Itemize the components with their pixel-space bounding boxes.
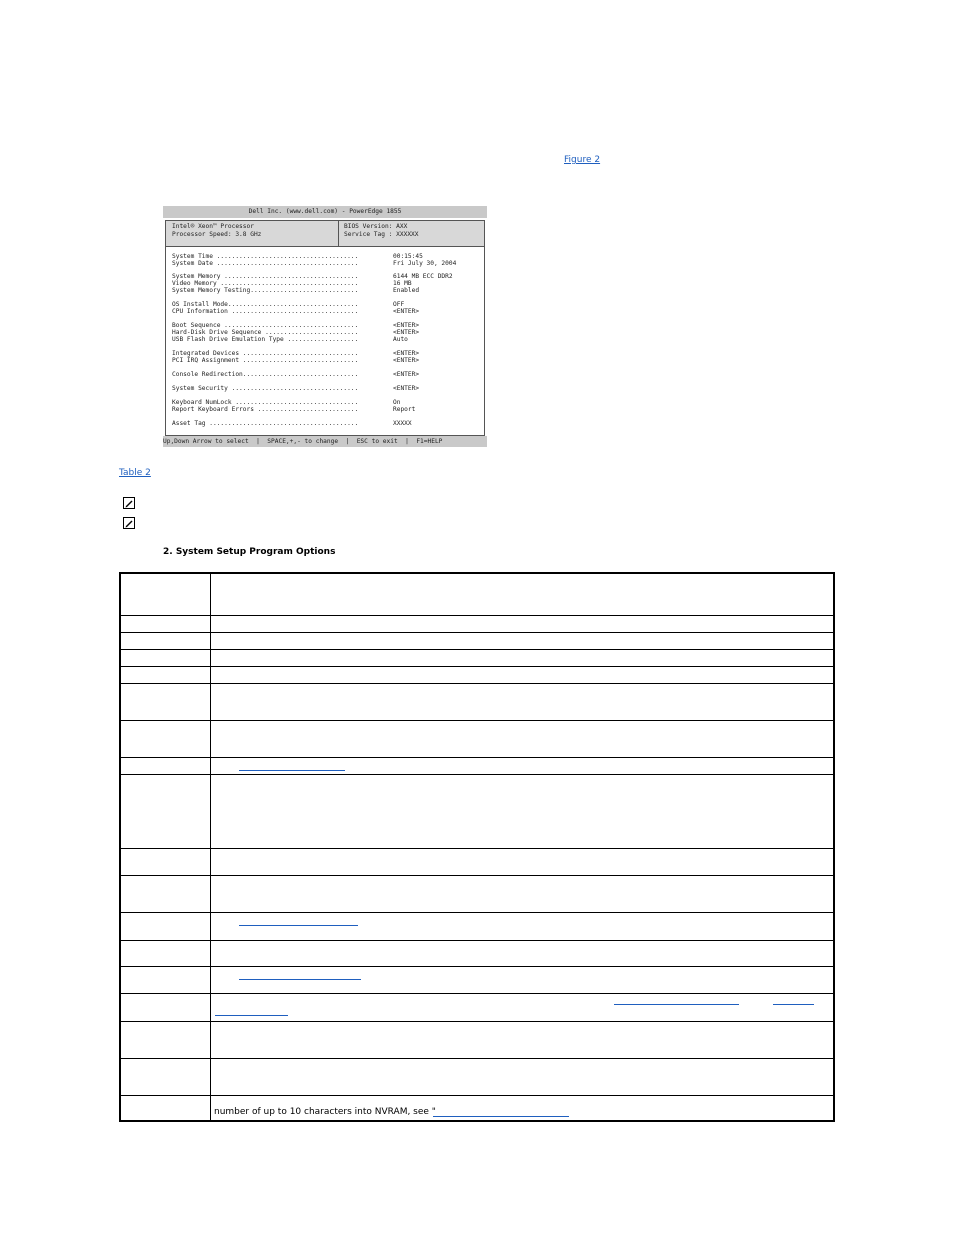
cross-reference-link[interactable] xyxy=(614,1004,739,1005)
table-header-row xyxy=(121,574,833,616)
bios-row-cpu-information: CPU Information .................................. <ENTER> xyxy=(172,308,420,315)
bios-row-keyboard-errors: Report Keyboard Errors ........................... Report xyxy=(172,406,416,413)
bios-row-boot-sequence: Boot Sequence .................................... <ENTER> xyxy=(172,322,420,329)
table-row xyxy=(121,849,833,876)
table-row xyxy=(121,633,833,650)
table-row xyxy=(121,775,833,849)
note-icon xyxy=(123,517,135,529)
bios-processor-info: Intel® Xeon™ Processor Processor Speed: 3.8 GHz xyxy=(172,223,262,238)
table-row xyxy=(121,941,833,967)
table-row xyxy=(121,650,833,667)
bios-setup-screen-figure xyxy=(163,206,487,445)
bios-header: Dell Inc. (www.dell.com) - PowerEdge 1855 xyxy=(163,206,487,218)
bios-row-system-security: System Security .................................. <ENTER> xyxy=(172,385,420,392)
bios-row-usb-emulation: USB Flash Drive Emulation Type ................... Auto xyxy=(172,336,408,343)
asset-tag-description: number of up to 10 characters into NVRAM, see " xyxy=(214,1107,436,1117)
bios-row-os-install-mode: OS Install Mode................................... OFF xyxy=(172,301,405,308)
bios-row-memory-testing: System Memory Testing............................. Enabled xyxy=(172,287,420,294)
bios-version-info: BIOS Version: AXX Service Tag : XXXXXX xyxy=(344,223,419,238)
bios-row-system-memory: System Memory .................................... 6144 MB ECC DDR2 xyxy=(172,273,453,280)
bios-row-system-date: System Date ...................................... Fri July 30, 2004 xyxy=(172,260,457,267)
bios-row-console-redirection: Console Redirection............................... <ENTER> xyxy=(172,371,420,378)
table-row xyxy=(121,616,833,633)
bios-settings-list xyxy=(165,246,485,436)
cross-reference-link[interactable] xyxy=(433,1116,569,1117)
bios-footer-keys: Up,Down Arrow to select | SPACE,+,- to change | ESC to exit | F1=HELP xyxy=(163,436,487,447)
table-row xyxy=(121,1022,833,1059)
table-row xyxy=(121,967,833,994)
table-row xyxy=(121,913,833,941)
table-row xyxy=(121,721,833,758)
table-row xyxy=(121,1059,833,1096)
system-setup-options-table xyxy=(119,572,835,1122)
bios-info-box xyxy=(165,220,485,247)
table-row xyxy=(121,1096,833,1120)
table-row xyxy=(121,994,833,1022)
bios-row-system-time: System Time ...................................... 00:15:45 xyxy=(172,253,423,260)
bios-row-pci-irq: PCI IRQ Assignment ............................... <ENTER> xyxy=(172,357,420,364)
table-caption: 2. System Setup Program Options xyxy=(163,547,336,557)
bios-row-video-memory: Video Memory ..................................... 16 MB xyxy=(172,280,412,287)
note-icon xyxy=(123,497,135,509)
table-row xyxy=(121,758,833,775)
bios-row-hdd-sequence: Hard-Disk Drive Sequence ......................... <ENTER> xyxy=(172,329,420,336)
bios-row-integrated-devices: Integrated Devices ............................... <ENTER> xyxy=(172,350,420,357)
table-row xyxy=(121,876,833,913)
figure-2-link[interactable]: Figure 2 xyxy=(564,155,601,165)
cross-reference-link[interactable] xyxy=(239,770,345,771)
cross-reference-link[interactable] xyxy=(773,1004,814,1005)
table-2-link[interactable]: Table 2 xyxy=(119,468,151,478)
bios-row-asset-tag: Asset Tag ........................................ XXXXX xyxy=(172,420,412,427)
cross-reference-link[interactable] xyxy=(239,925,358,926)
table-row xyxy=(121,684,833,721)
bios-row-keyboard-numlock: Keyboard NumLock ................................. On xyxy=(172,399,401,406)
cross-reference-link[interactable] xyxy=(239,979,361,980)
cross-reference-link[interactable] xyxy=(215,1015,288,1016)
table-row xyxy=(121,667,833,684)
